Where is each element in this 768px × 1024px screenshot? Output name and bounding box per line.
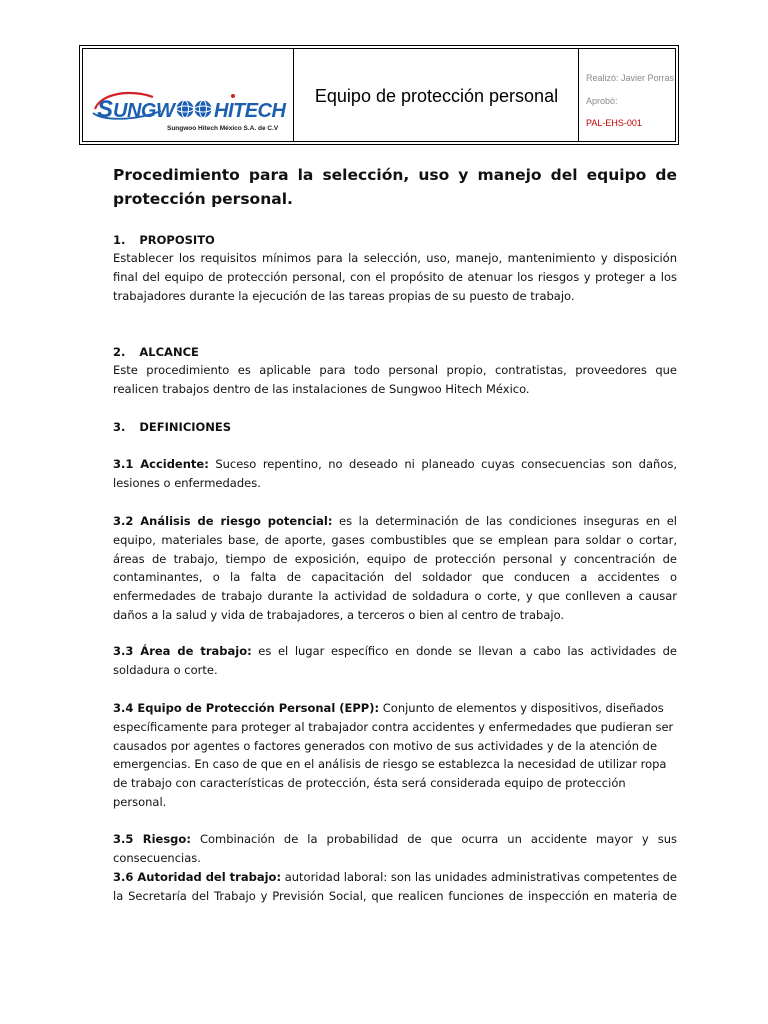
section-heading-definiciones xyxy=(113,418,677,436)
section-number: 1. xyxy=(113,233,126,247)
logo-wordmark-sung: S xyxy=(97,96,113,123)
definition-analisis-riesgo xyxy=(113,512,677,625)
document-meta-cell xyxy=(580,49,677,143)
section-text-alcance: Este procedimiento es aplicable para todo personal propio, contratistas, proveedores que realicen trabajos dentro de las instalaciones de Sungwoo Hitech México. xyxy=(113,363,677,396)
definition-text: Suceso repentino, no deseado ni planeado cuyas consecuencias son daños, lesiones o enfermedades. xyxy=(113,457,677,490)
definition-term: 3.5 Riesgo: xyxy=(113,832,191,846)
definition-term: 3.1 Accidente: xyxy=(113,457,209,471)
svg-text:HITECH: HITECH xyxy=(214,100,286,122)
definition-term: 3.4 Equipo de Protección Personal (EPP): xyxy=(113,701,380,715)
header-divider xyxy=(578,48,579,142)
definition-text: Conjunto de elementos y dispositivos, diseñados específicamente para proteger al trabajador contra accidentes y enfermedades que pudieran ser causados por agentes o factores generados con motivo de sus actividades y de la atención de emergencias. En caso de que en el análisis de riesgo se establezca la necesidad de utilizar ropa de trabajo con características de protección, ésta será considerada equipo de protección personal. xyxy=(113,701,674,809)
definition-autoridad-trabajo xyxy=(113,868,677,906)
definition-term: 3.3 Área de trabajo: xyxy=(113,644,252,658)
definition-text: autoridad laboral: son las unidades administrativas competentes de la Secretaría del Trabajo y Previsión Social, que realicen funciones de inspección en materia de xyxy=(113,870,678,903)
section-number: 2. xyxy=(113,345,126,359)
section-title: DEFINICIONES xyxy=(139,420,232,434)
definition-riesgo xyxy=(113,830,677,868)
definition-text: es la determinación de las condiciones inseguras en el equipo, materiales base, de aporte, gases combustibles que se emplean para soldar o cortar, áreas de trabajo, tiempo de exposición, equipo de protección personal y concentración de contaminantes, o la falta de capacitación del soldador que conducen a accidentes o enfermedades de trabajo durante la actividad de soldadura o corte, y que conlleven a causar daños a la salud y vida de trabajadores, a terceros o bien al centro de trabajo. xyxy=(113,514,678,622)
section-heading-alcance xyxy=(113,343,677,361)
definition-area-trabajo xyxy=(113,642,677,680)
definition-term: 3.6 Autoridad del trabajo: xyxy=(113,870,282,884)
section-heading-proposito xyxy=(113,231,677,249)
document-code: PAL-EHS-001 xyxy=(586,118,642,128)
document-header-title: Equipo de protección personal xyxy=(314,85,559,106)
definition-accidente xyxy=(113,455,677,493)
section-title: PROPOSITO xyxy=(139,233,215,247)
header-divider xyxy=(293,48,294,142)
section-title: ALCANCE xyxy=(139,345,199,359)
definition-epp xyxy=(113,699,677,812)
definition-term: 3.2 Análisis de riesgo potencial: xyxy=(113,514,333,528)
definition-text: es el lugar específico en donde se llevan a cabo las actividades de soldadura o corte. xyxy=(113,644,677,677)
procedure-title: Procedimiento para la selección, uso y manejo del equipo de protección personal. xyxy=(113,166,677,208)
company-logo-cell xyxy=(83,49,293,143)
sungwoo-hitech-logo xyxy=(91,87,291,129)
section-text-proposito: Establecer los requisitos mínimos para la selección, uso, manejo, mantenimiento y disposición final del equipo de protección personal, con el propósito de atenuar los riesgos y proteger a los trabajadores durante la ejecución de las tareas propias de su puesto de trabajo. xyxy=(113,251,677,303)
section-number: 3. xyxy=(113,420,126,434)
realizo-field: Realizó: Javier Porras xyxy=(586,73,675,83)
definition-text: Combinación de la probabilidad de que ocurra un accidente mayor y sus consecuencias. xyxy=(113,832,677,865)
aprobo-field: Aprobó: xyxy=(586,96,618,106)
company-legal-name: Sungwoo Hitech México S.A. de C.V xyxy=(167,125,279,132)
document-header-table xyxy=(79,45,679,145)
svg-text:UNGW: UNGW xyxy=(113,100,175,122)
